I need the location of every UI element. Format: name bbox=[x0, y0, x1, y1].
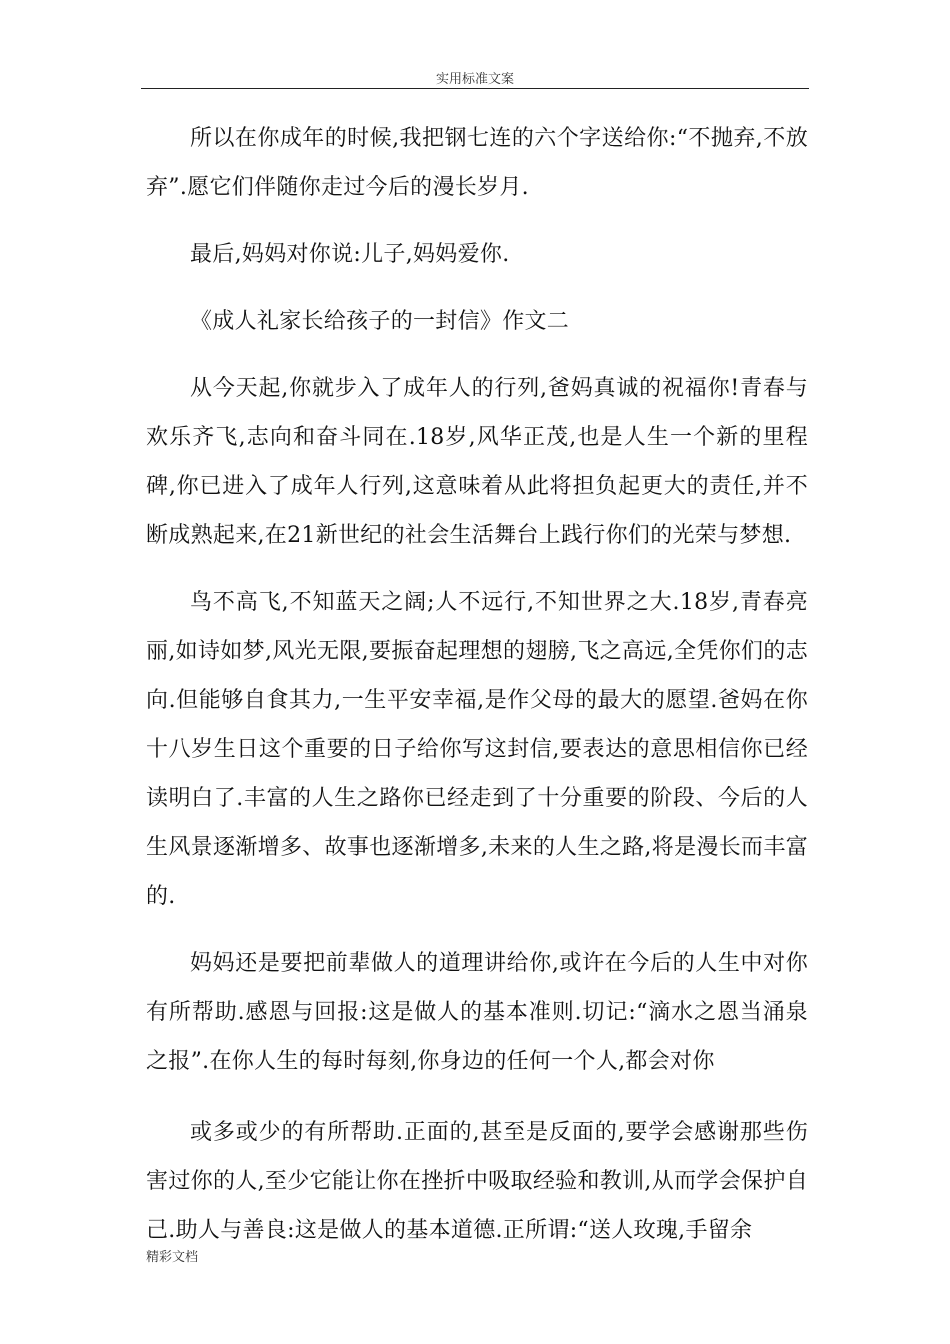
paragraph-1: 所以在你成年的时候,我把钢七连的六个字送给你:“不抛弃,不放弃”.愿它们伴随你走过今后的漫长岁月. bbox=[146, 126, 808, 200]
paragraph-2: 最后,妈妈对你说:儿子,妈妈爱你. bbox=[190, 242, 510, 267]
header-rule bbox=[141, 88, 809, 89]
page-header: 实用标准文案 bbox=[435, 72, 514, 87]
paragraph-5: 妈妈还是要把前辈做人的道理讲给你,或许在今后的人生中对你有所帮助.感恩与回报:这是做人的基本准则.切记:“滴水之恩当涌泉之报”.在你人生的每时每刻,你身边的任何一个人,都会对你 bbox=[146, 951, 808, 1074]
paragraph-3: 从今天起,你就步入了成年人的行列,爸妈真诚的祝福你!青春与欢乐齐飞,志向和奋斗同在.18岁,风华正茂,也是人生一个新的里程碑,你已进入了成年人行列,这意味着从此将担负起更大的责任,并不断成熟起来,在21新世纪的社会生活舞台上践行你们的光荣与梦想. bbox=[146, 376, 808, 548]
paragraph-6: 或多或少的有所帮助.正面的,甚至是反面的,要学会感谢那些伤害过你的人,至少它能让你在挫折中吸取经验和教训,从而学会保护自己.助人与善良:这是做人的基本道德.正所谓:“送人玫瑰,手留余 bbox=[146, 1120, 808, 1243]
document-body bbox=[146, 114, 808, 1255]
paragraph-4: 鸟不高飞,不知蓝天之阔;人不远行,不知世界之大.18岁,青春亮丽,如诗如梦,风光无限,要振奋起理想的翅膀,飞之高远,全凭你们的志向.但能够自食其力,一生平安幸福,是作父母的最大的愿望.爸妈在你十八岁生日这个重要的日子给你写这封信,要表达的意思相信你已经读明白了.丰富的人生之路你已经走到了十分重要的阶段、今后的人生风景逐渐增多、故事也逐渐增多,未来的人生之路,将是漫长而丰富的. bbox=[146, 590, 808, 909]
page-footer: 精彩文档 bbox=[146, 1250, 199, 1265]
section-title: 《成人礼家长给孩子的一封信》作文二 bbox=[190, 309, 570, 334]
